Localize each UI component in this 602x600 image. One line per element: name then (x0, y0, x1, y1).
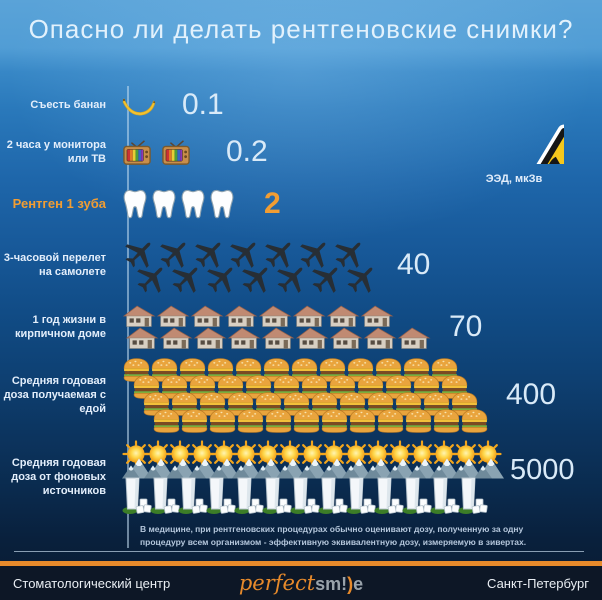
dose-value: 70 (449, 310, 483, 343)
tooth-icon (209, 182, 235, 226)
logo-exclamation: ! (341, 574, 348, 594)
burger-icon (236, 408, 265, 434)
footnote-divider-line (14, 551, 584, 552)
plane-icon (344, 261, 380, 295)
logo-e: e (353, 574, 364, 594)
glass-icon (178, 475, 208, 515)
logo-sm: sm (315, 574, 342, 594)
row-label: Средняя годовая доза от фоновых источников (11, 456, 106, 498)
tv-icon (122, 138, 152, 166)
plane-icon (274, 261, 310, 295)
house-icon (125, 326, 159, 351)
house-pictogram (122, 304, 431, 351)
glass-icon (318, 475, 348, 515)
burger-icon (180, 408, 209, 434)
row-dental-xray (0, 176, 602, 232)
glass-icon (346, 475, 376, 515)
logo-perfect: perfect (238, 571, 316, 595)
burger-icon (208, 408, 237, 434)
burger-icon (404, 408, 433, 434)
background-sources-pictogram (122, 440, 496, 515)
house-icon (159, 326, 193, 351)
row-banana (0, 82, 602, 128)
banana-pictogram (122, 93, 156, 117)
dose-value: 0.1 (182, 88, 224, 121)
row-brick-house (0, 298, 602, 356)
row-tv (0, 128, 602, 176)
tv-icon (161, 138, 191, 166)
tooth-icon (180, 182, 206, 226)
banana-icon (122, 93, 156, 117)
burger-icon (348, 408, 377, 434)
burger-icon (460, 408, 489, 434)
footer-bar (0, 561, 602, 600)
dose-value: 5000 (510, 453, 575, 486)
house-icon (295, 326, 329, 351)
row-background-sources (0, 434, 602, 520)
glass-icon (402, 475, 432, 515)
dose-value: 40 (397, 248, 431, 281)
glass-icon (206, 475, 236, 515)
house-icon (261, 326, 295, 351)
dose-unit-label: ЭЭД, мкЗв (485, 173, 543, 185)
glass-icon (122, 475, 152, 515)
glass-icon (290, 475, 320, 515)
burger-icon (432, 408, 461, 434)
house-icon (193, 326, 227, 351)
logo-smile-paren: ) (347, 574, 354, 594)
plane-icon (169, 261, 205, 295)
plane-icon (309, 261, 345, 295)
row-label: 3-часовой перелет на самолете (3, 251, 106, 278)
house-icon (397, 326, 431, 351)
tooth-pictogram (122, 182, 238, 226)
row-label: Съесть банан (30, 98, 106, 111)
row-label-highlighted: Рентген 1 зуба (12, 195, 106, 211)
perfect-smile-logo (239, 571, 363, 595)
plane-icon (204, 261, 240, 295)
burger-icon (376, 408, 405, 434)
glass-icon (234, 475, 264, 515)
glass-icon (262, 475, 292, 515)
airplane-pictogram (122, 236, 379, 295)
row-food (0, 356, 602, 434)
tooth-icon (151, 182, 177, 226)
dose-value: 400 (506, 378, 557, 411)
plane-icon (239, 261, 275, 295)
dose-rows (0, 82, 602, 520)
footer-clinic-type: Стоматологический центр (13, 575, 171, 591)
plane-icon (134, 261, 170, 295)
tv-pictogram (122, 138, 200, 166)
row-flight (0, 232, 602, 298)
footnote-text: В медицине, при рентгеновских процедурах обычно оценивают дозу, полученную за одну процедуру всем организмом - эффективную эквивалентную дозу, измеряемую в зивертах. (140, 524, 527, 548)
tooth-icon (122, 182, 148, 226)
house-icon (227, 326, 261, 351)
glass-icon (458, 475, 488, 515)
burger-pictogram (122, 357, 488, 434)
burger-icon (320, 408, 349, 434)
glass-icon (430, 475, 460, 515)
footer-city: Санкт-Петербург (487, 575, 589, 591)
dose-value-highlighted: 2 (264, 187, 281, 220)
house-icon (363, 326, 397, 351)
row-label: Средняя годовая доза получаемая с едой (3, 374, 106, 416)
page-title: Опасно ли делать рентгеновские снимки? (28, 14, 574, 44)
row-label: 1 год жизни в кирпичном доме (14, 313, 106, 340)
burger-icon (152, 408, 181, 434)
row-label: 2 часа у монитора или ТВ (6, 138, 106, 165)
burger-icon (264, 408, 293, 434)
house-icon (329, 326, 363, 351)
burger-icon (292, 408, 321, 434)
glass-icon (150, 475, 180, 515)
glass-icon (374, 475, 404, 515)
dose-value: 0.2 (226, 135, 268, 168)
